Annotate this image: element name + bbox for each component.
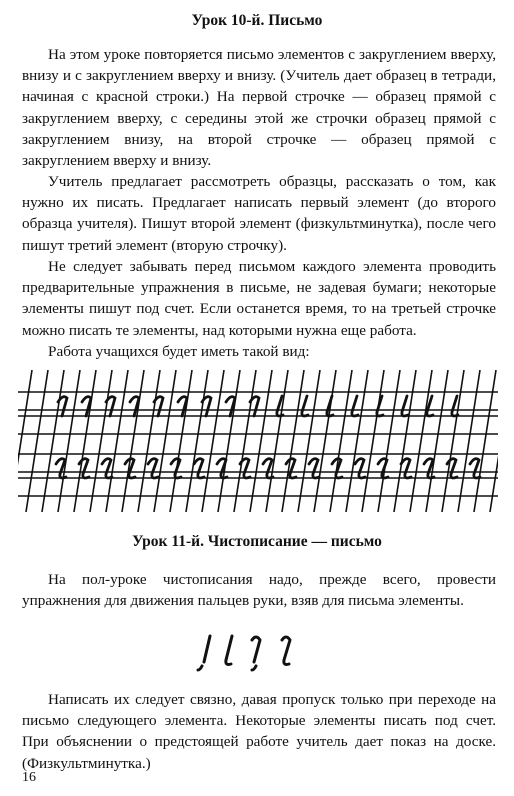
lesson-10-paragraph-2: Учитель предлагает рассмотреть образцы, рассказать о том, как нужно их писать. Предлагает написать первый элемент (до второго образца учителя). Пишут второй элемент (физкультминутка), после чего пишут третий элемент (вторую строчку). bbox=[22, 173, 496, 254]
lesson-11-title: Урок 11-й. Чистописание — письмо bbox=[132, 533, 382, 550]
lesson-10-paragraph-4: Работа учащихся будет иметь такой вид: bbox=[48, 343, 310, 360]
handwriting-exercise-illustration bbox=[18, 370, 498, 512]
lesson-11-paragraph-2: Написать их следует связно, давая пропуск только при переходе на письмо следующего элемента. Некоторые элементы писать под счет. При объяснении о предстоящей работе учитель дает показ на доске. (Физкультминутка.) bbox=[22, 691, 496, 772]
lesson-10-paragraph-1: На этом уроке повторяется письмо элементов с закруглением вверху, внизу и с закруглением вверху и внизу. (Учитель дает образец в тетради, начиная с красной строки.) На первой строчке — образец прямой с закруглением вверху, с середины этой же строчки образец прямой с закруглением внизу, на второй строчке — образец прямой с закруглением вверху и внизу. bbox=[22, 46, 496, 170]
page-number: 16 bbox=[22, 770, 36, 785]
cursive-elements-sample bbox=[0, 628, 514, 677]
lesson-10-paragraph-3: Не следует забывать перед письмом каждого элемента проводить предварительные упражнения в письме, не задевая бумаги; некоторые элементы пишут под счет. Если останется время, то на третьей строчке можно писать те элементы, над которыми нужна еще работа. bbox=[22, 258, 496, 339]
cursive-elements-drawing bbox=[192, 628, 322, 672]
lesson-11-paragraph-1: На пол-уроке чистописания надо, прежде всего, провести упражнения для движения пальцев руки, взяв для письма элементы. bbox=[22, 571, 496, 610]
lesson-10-title: Урок 10-й. Письмо bbox=[191, 12, 323, 29]
